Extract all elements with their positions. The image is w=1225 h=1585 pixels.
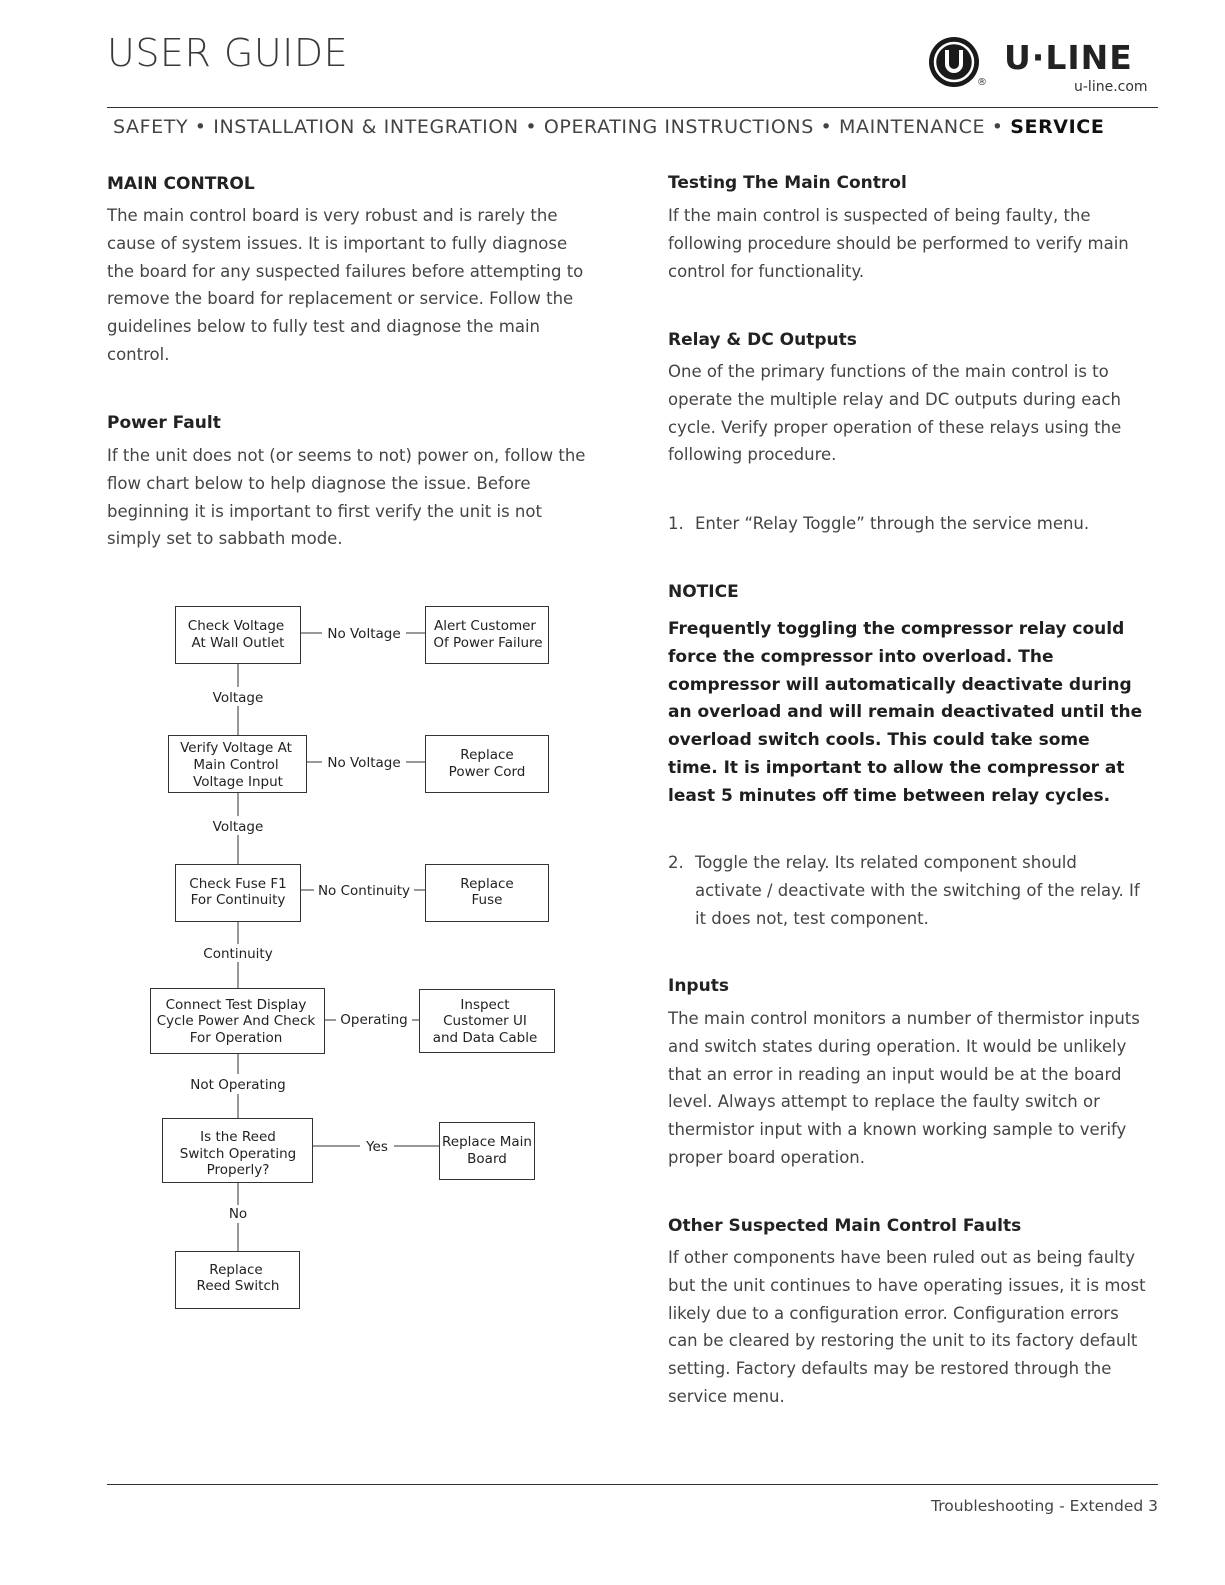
flow-box-replace-power-cord <box>426 736 549 793</box>
text-line: following procedure. <box>668 445 837 465</box>
text-line: simply set to sabbath mode. <box>107 529 343 549</box>
text-line: If the unit does not (or seems to not) power on, follow the <box>107 446 586 465</box>
nav-separator: • <box>991 116 1004 138</box>
flow-box-check-voltage <box>176 607 301 664</box>
svg-text:At Wall Outlet: At Wall Outlet <box>191 635 285 651</box>
flow-box-replace-main-board <box>440 1123 535 1180</box>
text-line: activate / deactivate with the switching of the relay. If <box>695 880 1140 900</box>
text-line: control for functionality. <box>668 261 865 281</box>
svg-text:Replace: Replace <box>460 876 514 892</box>
svg-text:Replace Main: Replace Main <box>442 1134 532 1150</box>
flow-box-connect-test-display <box>151 989 325 1054</box>
svg-text:Is the Reed: Is the Reed <box>200 1129 276 1145</box>
nav-separator: • <box>194 116 207 138</box>
nav-item-operating: OPERATING INSTRUCTIONS <box>543 116 814 138</box>
power-fault-body <box>107 442 627 553</box>
notice-body <box>668 616 1168 811</box>
other-faults-body <box>668 1244 1168 1411</box>
text-line: One of the primary functions of the main control is to <box>668 362 1109 381</box>
flow-label-voltage: Voltage <box>212 819 264 835</box>
text-line: service menu. <box>668 1386 785 1406</box>
nav-item-safety: SAFETY <box>113 116 189 138</box>
testing-heading: Testing The Main Control <box>668 173 907 193</box>
flow-box-replace-fuse <box>426 865 549 922</box>
flow-box-alert-customer <box>426 607 549 664</box>
u-line-logo-icon <box>928 36 980 88</box>
text-line: remove the board for replacement or service. Follow the <box>107 289 574 309</box>
nav-item-maintenance: MAINTENANCE <box>839 116 986 138</box>
flow-box-check-fuse <box>176 865 301 922</box>
svg-text:Board: Board <box>467 1151 507 1167</box>
brand-url: u-line.com <box>1074 79 1148 95</box>
text-line: the board for any suspected failures before attempting to <box>107 261 584 281</box>
text-line: The main control board is very robust and is rarely the <box>107 206 558 225</box>
relay-body <box>668 358 1168 469</box>
text-line: and switch states during operation. It would be unlikely <box>668 1036 1127 1056</box>
text-line: cause of system issues. It is important to fully diagnose <box>107 233 568 253</box>
svg-text:Properly?: Properly? <box>206 1162 270 1178</box>
text-line: setting. Factory defaults may be restored through the <box>668 1359 1112 1379</box>
text-line: operate the multiple relay and DC outputs during each <box>668 389 1121 409</box>
svg-text:Reed Switch: Reed Switch <box>196 1278 280 1294</box>
svg-text:Replace: Replace <box>209 1262 263 1278</box>
nav-item-installation: INSTALLATION & INTEGRATION <box>213 116 519 138</box>
text-line: cycle. Verify proper operation of these relays using the <box>668 417 1122 437</box>
text-line: compressor will automatically deactivate during <box>668 674 1132 695</box>
flow-label-continuity: Continuity <box>203 946 273 962</box>
step-number: 1. <box>668 514 684 533</box>
text-line: Frequently toggling the compressor relay could <box>668 619 1125 639</box>
svg-text:Replace: Replace <box>460 747 514 763</box>
svg-text:For Operation: For Operation <box>189 1030 283 1046</box>
flow-box-inspect-customer-ui <box>420 990 555 1053</box>
text-line: level. Always attempt to replace the faulty switch or <box>668 1092 1100 1112</box>
text-line: guidelines below to fully test and diagnose the main <box>107 317 541 337</box>
svg-text:Check Voltage: Check Voltage <box>187 618 285 634</box>
page-footer: Troubleshooting - Extended 3 <box>931 1497 1158 1515</box>
power-fault-flowchart <box>140 600 580 1320</box>
svg-text:Voltage Input: Voltage Input <box>193 774 283 790</box>
footer-divider <box>107 1484 1158 1485</box>
text-line: time. It is important to allow the compressor at <box>668 757 1125 778</box>
text-line: following procedure should be performed to verify main <box>668 233 1129 253</box>
relay-heading: Relay & DC Outputs <box>668 330 857 350</box>
svg-text:Verify Voltage At: Verify Voltage At <box>180 740 292 756</box>
page-title: USER GUIDE <box>107 31 349 75</box>
text-line: can be cleared by restoring the unit to its factory default <box>668 1331 1138 1351</box>
brand-name: U·LINE <box>1004 38 1133 77</box>
text-line: proper board operation. <box>668 1147 866 1167</box>
flow-label-voltage: Voltage <box>212 690 264 706</box>
other-faults-heading: Other Suspected Main Control Faults <box>668 1216 1022 1236</box>
power-fault-heading: Power Fault <box>107 413 221 433</box>
flow-label-operating: Operating <box>340 1012 408 1028</box>
step-1 <box>668 510 1168 540</box>
flow-label-no-continuity: No Continuity <box>317 883 411 899</box>
testing-body <box>668 202 1168 285</box>
svg-text:Switch Operating: Switch Operating <box>179 1146 297 1162</box>
step-number: 2. <box>668 853 684 872</box>
svg-text:Fuse: Fuse <box>471 892 503 908</box>
svg-text:Main Control: Main Control <box>193 757 279 773</box>
text-line: force the compressor into overload. The <box>668 646 1054 667</box>
text-line: overload switch cools. This could take some <box>668 730 1090 751</box>
inputs-body <box>668 1005 1168 1172</box>
svg-text:Check Fuse F1: Check Fuse F1 <box>189 876 287 892</box>
svg-text:Cycle Power And Check: Cycle Power And Check <box>156 1013 316 1029</box>
main-control-body <box>107 202 627 369</box>
nav-item-service-active: SERVICE <box>1010 116 1105 138</box>
step-text: Enter “Relay Toggle” through the service menu. <box>695 514 1090 533</box>
flow-label-no-voltage: No Voltage <box>327 755 401 771</box>
svg-text:and Data Cable: and Data Cable <box>432 1030 538 1046</box>
header-divider <box>107 107 1158 108</box>
text-line: Toggle the relay. Its related component should <box>695 853 1077 872</box>
text-line: an overload and will remain deactivated until the <box>668 702 1143 723</box>
nav-separator: • <box>820 116 833 138</box>
text-line: that an error in reading an input would be at the board <box>668 1064 1122 1084</box>
text-line: control. <box>107 344 170 364</box>
text-line: least 5 minutes off time between relay cycles. <box>668 785 1111 806</box>
svg-text:Of Power Failure: Of Power Failure <box>433 635 543 651</box>
flow-label-not-operating: Not Operating <box>190 1077 286 1093</box>
svg-text:Power Cord: Power Cord <box>448 764 526 780</box>
text-line: beginning it is important to first verify the unit is not <box>107 501 542 521</box>
flow-box-verify-voltage <box>169 736 307 793</box>
flow-label-no-voltage: No Voltage <box>327 626 401 642</box>
text-line: it does not, test component. <box>695 908 929 928</box>
step-2 <box>668 849 1168 939</box>
text-line: but the unit continues to have operating issues, it is most <box>668 1275 1146 1295</box>
notice-heading: NOTICE <box>668 582 739 602</box>
text-line: likely due to a configuration error. Configuration errors <box>668 1303 1119 1323</box>
text-line: thermistor input with a known working sample to verify <box>668 1120 1127 1140</box>
registered-mark: ® <box>977 77 987 88</box>
main-control-heading: MAIN CONTROL <box>107 174 255 194</box>
svg-text:Connect Test Display: Connect Test Display <box>165 997 307 1013</box>
section-nav <box>113 116 1104 138</box>
flow-box-reed-switch-question <box>163 1119 313 1183</box>
svg-text:For Continuity: For Continuity <box>190 892 286 908</box>
inputs-heading: Inputs <box>668 976 729 996</box>
svg-text:Alert Customer: Alert Customer <box>433 618 537 634</box>
svg-text:Inspect: Inspect <box>460 997 510 1013</box>
text-line: If other components have been ruled out as being faulty <box>668 1248 1136 1267</box>
text-line: flow chart below to help diagnose the issue. Before <box>107 473 531 493</box>
text-line: The main control monitors a number of thermistor inputs <box>668 1009 1140 1028</box>
flow-box-replace-reed-switch <box>176 1252 300 1309</box>
svg-text:Customer UI: Customer UI <box>443 1013 527 1029</box>
step-text <box>695 849 1140 932</box>
text-line: If the main control is suspected of being faulty, the <box>668 206 1091 225</box>
flow-label-yes: Yes <box>366 1139 388 1155</box>
flow-label-no: No <box>228 1206 248 1222</box>
nav-separator: • <box>525 116 538 138</box>
